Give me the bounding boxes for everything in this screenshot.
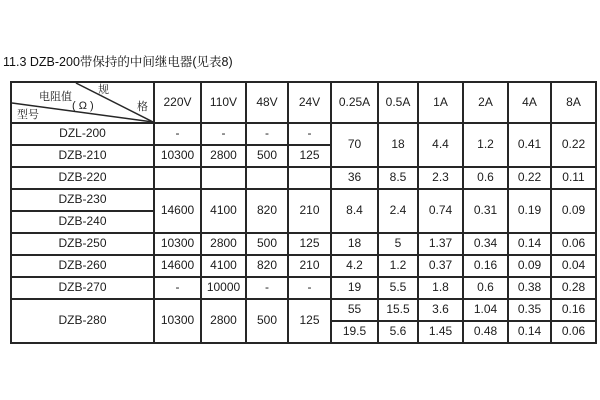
table-cell: - — [246, 277, 288, 299]
table-cell: - — [246, 123, 288, 145]
table-cell: 10300 — [154, 145, 201, 167]
column-header-05a: 0.5A — [378, 82, 418, 123]
row-model: DZB-270 — [11, 277, 154, 299]
table-cell: 0.38 — [508, 277, 551, 299]
row-model: DZB-240 — [11, 211, 154, 233]
corner-label-spec-top: 规 — [98, 84, 109, 96]
diagonal-header-cell — [11, 82, 154, 123]
table-cell: 0.14 — [508, 233, 551, 255]
table-cell: 0.35 — [508, 299, 551, 321]
table-cell: 1.2 — [463, 123, 508, 167]
table-cell: 0.16 — [551, 299, 596, 321]
column-header-1a: 1A — [418, 82, 463, 123]
table-cell: 820 — [246, 189, 288, 233]
table-cell: 5 — [378, 233, 418, 255]
table-cell: - — [154, 123, 201, 145]
corner-label-resistance: 电阻值 — [39, 91, 72, 103]
table-cell: 10300 — [154, 299, 201, 343]
table-cell: 10000 — [201, 277, 246, 299]
table-cell: 125 — [288, 299, 331, 343]
table-cell: 0.16 — [463, 255, 508, 277]
table-cell: 18 — [378, 123, 418, 167]
table-cell: - — [201, 123, 246, 145]
table-cell: 1.04 — [463, 299, 508, 321]
table-cell: 210 — [288, 255, 331, 277]
table-cell: 2.4 — [378, 189, 418, 233]
table-cell: 0.22 — [508, 167, 551, 189]
table-cell: 5.5 — [378, 277, 418, 299]
table-cell: 0.06 — [551, 233, 596, 255]
table-cell: 14600 — [154, 255, 201, 277]
relay-spec-table — [10, 81, 597, 344]
header-row — [11, 82, 596, 123]
table-cell — [154, 167, 201, 189]
table-cell: 8.4 — [331, 189, 378, 233]
table-cell: 0.31 — [463, 189, 508, 233]
table-cell: 0.09 — [551, 189, 596, 233]
column-header-8a: 8A — [551, 82, 596, 123]
corner-label-model: 型号 — [17, 109, 39, 121]
table-cell: 0.19 — [508, 189, 551, 233]
table-cell: 125 — [288, 145, 331, 167]
table-cell: 1.45 — [418, 321, 463, 343]
table-cell: 19.5 — [331, 321, 378, 343]
table-cell: 1.8 — [418, 277, 463, 299]
table-cell: 210 — [288, 189, 331, 233]
row-model: DZB-280 — [11, 299, 154, 343]
table-cell: 4.2 — [331, 255, 378, 277]
table-cell: 0.14 — [508, 321, 551, 343]
table-cell: 8.5 — [378, 167, 418, 189]
column-header-025a: 0.25A — [331, 82, 378, 123]
table-cell: 70 — [331, 123, 378, 167]
row-model: DZL-200 — [11, 123, 154, 145]
table-cell: 1.37 — [418, 233, 463, 255]
table-cell: 10300 — [154, 233, 201, 255]
row-model: DZB-250 — [11, 233, 154, 255]
table-cell: 1.2 — [378, 255, 418, 277]
table-cell: - — [288, 123, 331, 145]
table-cell: 0.6 — [463, 167, 508, 189]
table-cell: 0.48 — [463, 321, 508, 343]
table-row-dzb250 — [11, 233, 596, 255]
table-cell: 15.5 — [378, 299, 418, 321]
table-row-dzb220 — [11, 167, 596, 189]
table-cell: 0.04 — [551, 255, 596, 277]
table-cell: 0.06 — [551, 321, 596, 343]
table-cell: 500 — [246, 233, 288, 255]
table-cell: 0.41 — [508, 123, 551, 167]
table-cell: 36 — [331, 167, 378, 189]
table-cell: 0.74 — [418, 189, 463, 233]
table-row-dzb230 — [11, 189, 596, 211]
column-header-2a: 2A — [463, 82, 508, 123]
table-row-dzl200 — [11, 123, 596, 145]
table-cell: 0.37 — [418, 255, 463, 277]
row-model: DZB-210 — [11, 145, 154, 167]
table-cell: 820 — [246, 255, 288, 277]
table-cell: 18 — [331, 233, 378, 255]
row-model: DZB-260 — [11, 255, 154, 277]
table-cell: 2800 — [201, 233, 246, 255]
column-header-4a: 4A — [508, 82, 551, 123]
table-cell: 2800 — [201, 299, 246, 343]
column-header-220v: 220V — [154, 82, 201, 123]
table-cell: 14600 — [154, 189, 201, 233]
row-model: DZB-220 — [11, 167, 154, 189]
table-cell: - — [288, 277, 331, 299]
table-cell — [246, 167, 288, 189]
table-cell: 125 — [288, 233, 331, 255]
corner-label-spec-bottom: 格 — [137, 101, 148, 113]
page-title: 11.3 DZB-200带保持的中间继电器(见表8) — [3, 55, 233, 69]
table-row-dzb260 — [11, 255, 596, 277]
table-cell: 0.09 — [508, 255, 551, 277]
corner-label-ohm: ( Ω ) — [72, 100, 94, 112]
table-cell — [288, 167, 331, 189]
table-cell: 0.28 — [551, 277, 596, 299]
column-header-48v: 48V — [246, 82, 288, 123]
table-cell: 19 — [331, 277, 378, 299]
table-cell: 3.6 — [418, 299, 463, 321]
table-cell: 0.34 — [463, 233, 508, 255]
row-model: DZB-230 — [11, 189, 154, 211]
table-cell: 500 — [246, 145, 288, 167]
table-cell: 4100 — [201, 255, 246, 277]
table-cell: 0.11 — [551, 167, 596, 189]
table-cell — [201, 167, 246, 189]
table-cell: 0.22 — [551, 123, 596, 167]
table-cell: 4100 — [201, 189, 246, 233]
table-cell: 55 — [331, 299, 378, 321]
table-cell: 5.6 — [378, 321, 418, 343]
table-cell: 500 — [246, 299, 288, 343]
table-cell: - — [154, 277, 201, 299]
table-cell: 0.6 — [463, 277, 508, 299]
table-row-dzb270 — [11, 277, 596, 299]
table-cell: 4.4 — [418, 123, 463, 167]
column-header-24v: 24V — [288, 82, 331, 123]
table-row-dzb280 — [11, 299, 596, 321]
table-cell: 2.3 — [418, 167, 463, 189]
table-cell: 2800 — [201, 145, 246, 167]
column-header-110v: 110V — [201, 82, 246, 123]
